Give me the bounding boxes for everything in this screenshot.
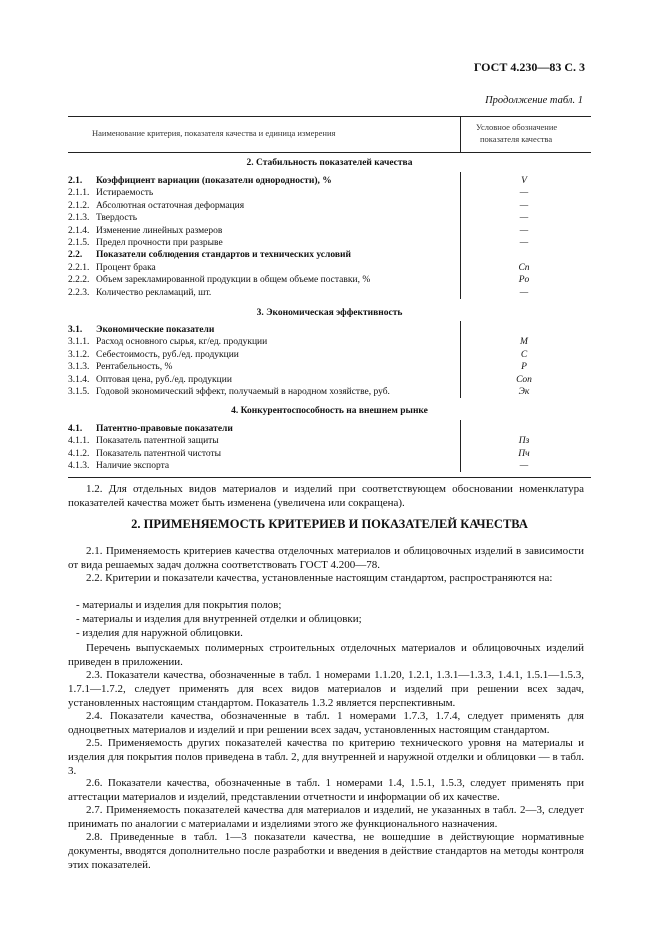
row-symbol: Пз <box>518 436 530 447</box>
table-row <box>68 262 591 275</box>
row-number: 2.1. <box>68 176 83 186</box>
row-label: Изменение линейных размеров <box>96 225 223 236</box>
table-row <box>68 237 591 250</box>
row-symbol: — <box>519 461 529 472</box>
row-symbol: — <box>519 238 529 248</box>
list-item: - изделия для наружной облицовки. <box>76 627 243 639</box>
row-label: Истираемость <box>96 188 154 199</box>
row-number: 2.1.2. <box>68 200 90 211</box>
page-header-code: ГОСТ 4.230—83 С. 3 <box>473 60 585 74</box>
table-row <box>68 187 591 200</box>
table-header-divider <box>460 116 461 152</box>
paragraph-2-1: 2.1. Применяемость критериев качества отделочных материалов и облицовочных изделий в зависимости от вида решаемых задач должна соответствовать ГОСТ 4.200—78. <box>68 545 584 571</box>
table-row <box>68 249 591 262</box>
column-header-name: Наименование критерия, показателя качества и единица измерения <box>92 128 336 138</box>
row-number: 4.1.1. <box>68 436 90 447</box>
table-section-title: 2. Стабильность показателей качества <box>246 158 413 168</box>
row-label: Расход основного сырья, кг/ед. продукции <box>96 337 268 348</box>
row-label: Абсолютная остаточная деформация <box>96 200 245 211</box>
row-number: 3.1.1. <box>68 337 90 348</box>
table-continuation-label: Продолжение табл. 1 <box>485 95 583 106</box>
table-row <box>68 287 591 300</box>
row-number: 2.2.1. <box>68 262 90 273</box>
table-row <box>68 374 591 387</box>
table-row <box>68 225 591 238</box>
row-symbol: P <box>521 362 527 373</box>
table-row <box>68 336 591 349</box>
paragraph-2-6: 2.6. Показатели качества, обозначенные в табл. 1 номерами 1.4, 1.5.1, 1.5.3, следует применять при аттестации материалов и изделий, представлении отчетности и информации об их качестве. <box>68 777 584 803</box>
row-label: Коэффициент вариации (показатели однородности), % <box>96 176 332 186</box>
row-number: 3.1.5. <box>68 387 90 397</box>
row-number: 2.1.5. <box>68 238 90 248</box>
row-label: Экономические показатели <box>96 325 215 335</box>
row-label: Наличие экспорта <box>96 461 170 472</box>
paragraph-2-8: 2.8. Приведенные в табл. 1—3 показатели качества, не вошедшие в действующие нормативные документы, вводятся дополнительно после разработки и введения в действие стандартов на методы контроля этих показателей. <box>68 831 584 871</box>
row-symbol: Pо <box>518 275 530 286</box>
paragraph-2-4: 2.4. Показатели качества, обозначенные в табл. 1 номерами 1.7.3, 1.7.4, следует применять для одноцветных материалов и изделий и при решении всех задач, установленных настоящим стандартом. <box>68 710 584 736</box>
row-symbol: V <box>521 176 527 186</box>
table-section-title: 3. Экономическая эффективность <box>256 308 403 318</box>
row-label: Твердость <box>96 213 138 224</box>
row-label: Себестоимость, руб./ед. продукции <box>96 349 239 360</box>
row-label: Патентно-правовые показатели <box>96 424 233 434</box>
paragraph-2-5: 2.5. Применяемость других показателей качества по критерию технического уровня на материалы и изделия для покрытия полов приведена в табл. 2, для внутренней и наружной отделки и облицовки — в табл. 3. <box>68 737 584 777</box>
row-symbol: Cп <box>518 262 530 273</box>
row-label: Показатель патентной чистоты <box>96 448 222 459</box>
table-bottom-rule <box>68 477 591 478</box>
row-number: 4.1.3. <box>68 461 90 472</box>
row-label: Показатель патентной защиты <box>96 436 219 447</box>
column-header-symbol-line2: показателя качества <box>480 134 553 144</box>
row-label: Оптовая цена, руб./ед. продукции <box>96 374 232 385</box>
table-row <box>68 175 591 188</box>
table-row <box>68 349 591 362</box>
paragraph-2-2: 2.2. Критерии и показатели качества, установленные настоящим стандартом, распространяются на: <box>86 572 553 584</box>
row-symbol: Пч <box>518 448 530 459</box>
column-header-symbol-line1: Условное обозначение <box>476 122 558 132</box>
table-header-rule <box>68 152 591 153</box>
row-number: 2.2.3. <box>68 287 90 298</box>
row-symbol: — <box>519 188 529 199</box>
row-number: 2.1.1. <box>68 188 90 199</box>
table-row <box>68 423 591 436</box>
row-number: 2.1.3. <box>68 213 90 224</box>
row-label: Годовой экономический эффект, получаемый в народном хозяйстве, руб. <box>96 387 390 397</box>
table-row <box>68 386 591 399</box>
paragraph-2-3: 2.3. Показатели качества, обозначенные в табл. 1 номерами 1.1.20, 1.2.1, 1.3.1—1.3.3, 1.4.1, 1.5.1—1.5.3, 1.7.1—1.7.2, следует применять для всех видов материалов и изделий при решении всех задач, установленных настоящим стандартом. Показатель 1.3.2 является перспективным. <box>68 669 584 709</box>
row-symbol: Cоп <box>516 374 532 385</box>
row-label: Предел прочности при разрыве <box>96 238 223 248</box>
row-label: Процент брака <box>96 262 156 273</box>
table-section-title: 4. Конкурентоспособность на внешнем рынке <box>231 406 428 416</box>
list-item: - материалы и изделия для внутренней отделки и облицовки; <box>76 613 362 625</box>
row-number: 2.2. <box>68 250 83 261</box>
row-symbol: — <box>519 200 529 211</box>
row-number: 2.2.2. <box>68 275 90 286</box>
table-row <box>68 435 591 448</box>
row-number: 4.1. <box>68 424 83 434</box>
table-row <box>68 361 591 374</box>
table-top-rule <box>68 116 591 117</box>
row-symbol: Эк <box>518 387 530 397</box>
table-row <box>68 212 591 225</box>
row-number: 2.1.4. <box>68 225 90 236</box>
table-row <box>68 274 591 287</box>
table-row <box>68 448 591 461</box>
table-row <box>68 200 591 213</box>
row-label: Рентабельность, % <box>96 362 173 373</box>
row-label: Объем зарекламированной продукции в общем объеме поставки, % <box>96 275 371 286</box>
section-heading: 2. ПРИМЕНЯЕМОСТЬ КРИТЕРИЕВ И ПОКАЗАТЕЛЕЙ КАЧЕСТВА <box>131 517 528 531</box>
row-symbol: — <box>519 287 529 298</box>
row-number: 3.1.3. <box>68 362 90 373</box>
row-label: Количество рекламаций, шт. <box>96 287 212 298</box>
paragraph-2-7: 2.7. Применяемость показателей качества для материалов и изделий, не указанных в табл. 2—3, следует принимать по аналогии с материалами и изделиями этого же функционального назначения. <box>68 804 584 830</box>
row-number: 3.1.2. <box>68 349 90 360</box>
row-number: 3.1.4. <box>68 374 90 385</box>
row-symbol: — <box>519 213 529 224</box>
note-paragraph: 1.2. Для отдельных видов материалов и изделий при соответствующем обосновании номенклатура показателей качества может быть изменена (увеличена или сокращена). <box>68 483 584 509</box>
row-label: Показатели соблюдения стандартов и технических условий <box>96 250 351 261</box>
table-row <box>68 324 591 337</box>
table-row <box>68 460 591 473</box>
list-item: - материалы и изделия для покрытия полов; <box>76 599 282 611</box>
row-symbol: C <box>520 349 528 360</box>
row-symbol: — <box>519 225 529 236</box>
row-symbol: M <box>520 337 528 348</box>
row-number: 3.1. <box>68 325 83 335</box>
row-number: 4.1.2. <box>68 448 90 459</box>
paragraph-list-ref: Перечень выпускаемых полимерных строительных отделочных материалов и облицовочных изделий приведен в приложении. <box>68 642 584 668</box>
